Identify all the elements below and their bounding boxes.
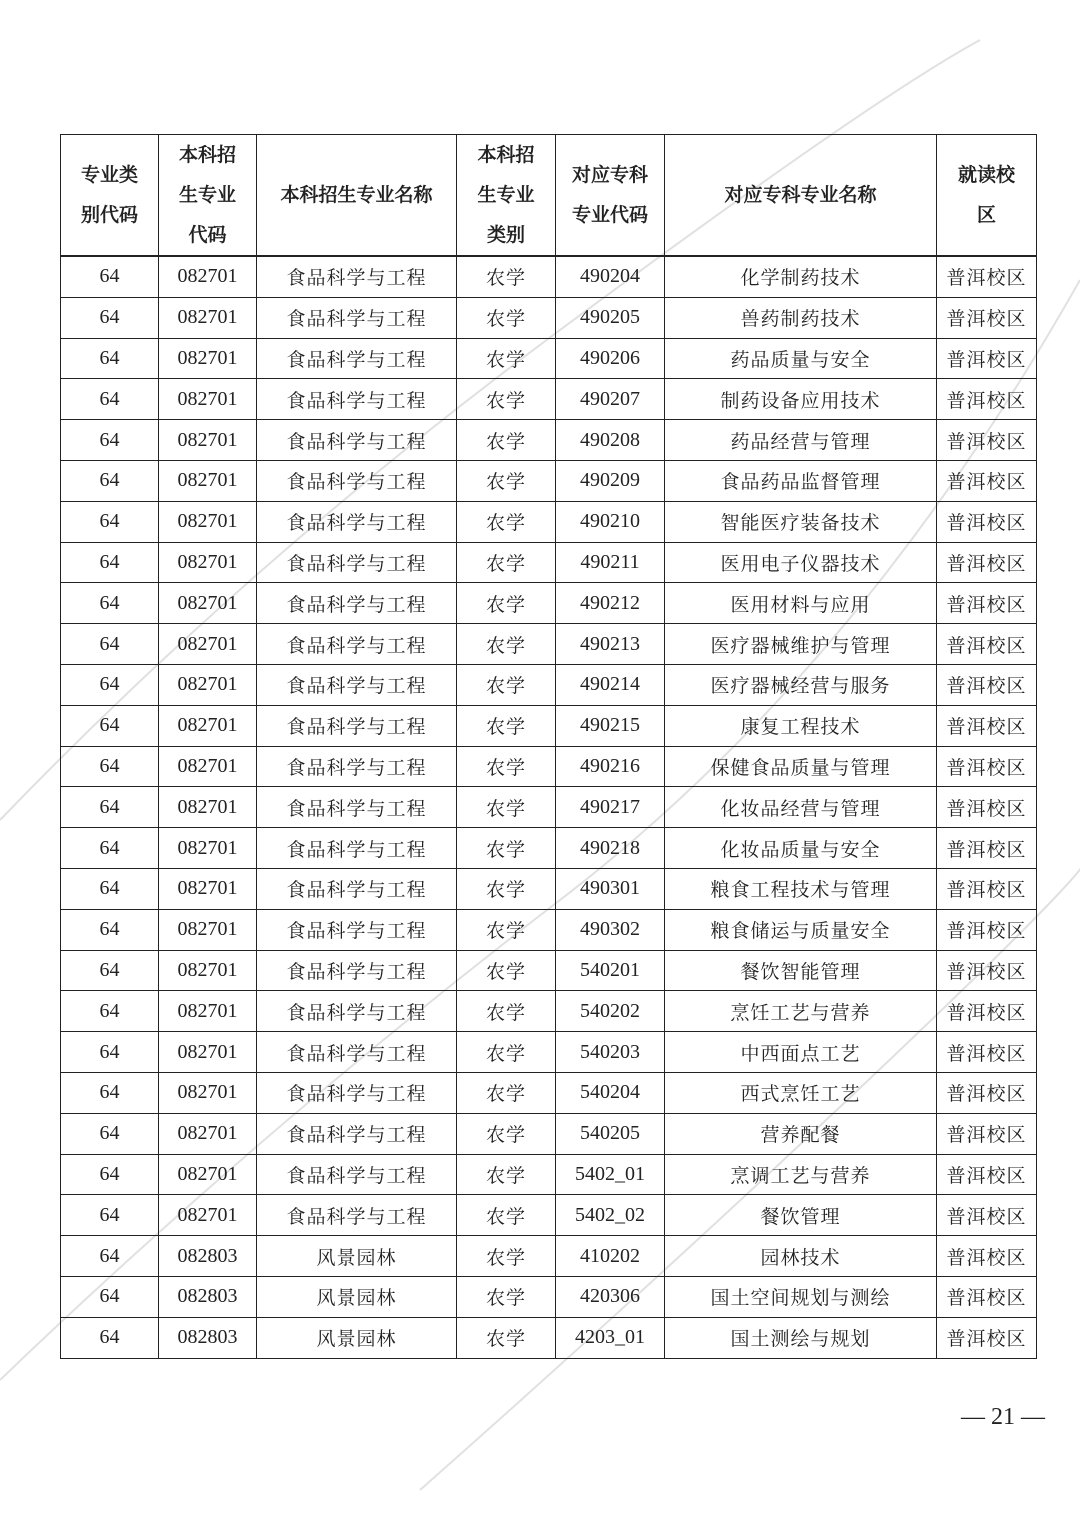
table-cell: 490209 <box>556 460 665 501</box>
table-cell: 082701 <box>159 256 257 297</box>
table-cell: 490218 <box>556 828 665 869</box>
table-cell: 普洱校区 <box>937 1276 1037 1317</box>
table-row <box>61 909 1037 950</box>
table-cell: 64 <box>61 950 159 991</box>
table-cell: 食品科学与工程 <box>257 1072 457 1113</box>
table-cell: 普洱校区 <box>937 338 1037 379</box>
table-cell: 普洱校区 <box>937 828 1037 869</box>
header-category-code: 专业类别代码 <box>61 135 159 257</box>
table-cell: 农学 <box>457 787 556 828</box>
table-cell: 普洱校区 <box>937 1236 1037 1277</box>
table-cell: 普洱校区 <box>937 746 1037 787</box>
table-cell: 082701 <box>159 909 257 950</box>
table-cell: 490204 <box>556 256 665 297</box>
table-cell: 农学 <box>457 828 556 869</box>
header-college-code: 对应专科专业代码 <box>556 135 665 257</box>
table-cell: 082701 <box>159 991 257 1032</box>
table-cell: 64 <box>61 338 159 379</box>
table-cell: 490302 <box>556 909 665 950</box>
table-cell: 490206 <box>556 338 665 379</box>
table-row <box>61 664 1037 705</box>
table-row <box>61 420 1037 461</box>
table-cell: 普洱校区 <box>937 460 1037 501</box>
table-row <box>61 1072 1037 1113</box>
table-cell: 64 <box>61 624 159 665</box>
table-cell: 490214 <box>556 664 665 705</box>
table-cell: 64 <box>61 828 159 869</box>
table-cell: 082701 <box>159 420 257 461</box>
table-cell: 餐饮管理 <box>665 1195 937 1236</box>
table-cell: 风景园林 <box>257 1276 457 1317</box>
table-cell: 普洱校区 <box>937 1317 1037 1358</box>
header-major-code: 本科招生专业代码 <box>159 135 257 257</box>
table-cell: 农学 <box>457 338 556 379</box>
table-cell: 康复工程技术 <box>665 705 937 746</box>
table-row <box>61 868 1037 909</box>
table-cell: 普洱校区 <box>937 542 1037 583</box>
table-cell: 082803 <box>159 1236 257 1277</box>
table-cell: 普洱校区 <box>937 1113 1037 1154</box>
table-cell: 食品科学与工程 <box>257 338 457 379</box>
table-cell: 普洱校区 <box>937 1072 1037 1113</box>
table-cell: 农学 <box>457 664 556 705</box>
table-body <box>61 256 1037 1358</box>
table-row <box>61 338 1037 379</box>
table-cell: 490215 <box>556 705 665 746</box>
table-row <box>61 1317 1037 1358</box>
header-college-name: 对应专科专业名称 <box>665 135 937 257</box>
table-cell: 082701 <box>159 1032 257 1073</box>
table-cell: 农学 <box>457 1317 556 1358</box>
major-table <box>60 134 1037 1359</box>
table-row <box>61 542 1037 583</box>
table-cell: 普洱校区 <box>937 950 1037 991</box>
table-row <box>61 705 1037 746</box>
table-cell: 64 <box>61 909 159 950</box>
table-cell: 普洱校区 <box>937 297 1037 338</box>
table-cell: 风景园林 <box>257 1236 457 1277</box>
table-cell: 64 <box>61 583 159 624</box>
table-cell: 540204 <box>556 1072 665 1113</box>
table-cell: 64 <box>61 1236 159 1277</box>
table-cell: 农学 <box>457 1195 556 1236</box>
table-cell: 农学 <box>457 950 556 991</box>
table-row <box>61 1195 1037 1236</box>
table-cell: 082701 <box>159 624 257 665</box>
table-row <box>61 583 1037 624</box>
table-cell: 64 <box>61 1072 159 1113</box>
table-cell: 普洱校区 <box>937 664 1037 705</box>
table-row <box>61 624 1037 665</box>
table-cell: 64 <box>61 705 159 746</box>
table-row <box>61 828 1037 869</box>
table-cell: 490301 <box>556 868 665 909</box>
table-cell: 普洱校区 <box>937 1195 1037 1236</box>
table-cell: 082701 <box>159 746 257 787</box>
table-cell: 农学 <box>457 624 556 665</box>
table-cell: 国土空间规划与测绘 <box>665 1276 937 1317</box>
table-row <box>61 379 1037 420</box>
table-cell: 农学 <box>457 256 556 297</box>
table-cell: 农学 <box>457 746 556 787</box>
table-cell: 农学 <box>457 297 556 338</box>
table-cell: 食品科学与工程 <box>257 1113 457 1154</box>
table-cell: 540201 <box>556 950 665 991</box>
table-cell: 食品科学与工程 <box>257 297 457 338</box>
table-cell: 082701 <box>159 1072 257 1113</box>
table-cell: 64 <box>61 542 159 583</box>
table-cell: 农学 <box>457 991 556 1032</box>
table-cell: 食品科学与工程 <box>257 624 457 665</box>
table-cell: 农学 <box>457 542 556 583</box>
table-cell: 64 <box>61 991 159 1032</box>
header-campus: 就读校区 <box>937 135 1037 257</box>
table-cell: 普洱校区 <box>937 1154 1037 1195</box>
table-row <box>61 1276 1037 1317</box>
table-cell: 082701 <box>159 950 257 991</box>
table-cell: 64 <box>61 297 159 338</box>
table-cell: 烹调工艺与营养 <box>665 1154 937 1195</box>
table-row <box>61 991 1037 1032</box>
table-cell: 普洱校区 <box>937 909 1037 950</box>
table-cell: 普洱校区 <box>937 379 1037 420</box>
table-cell: 490207 <box>556 379 665 420</box>
table-cell: 64 <box>61 746 159 787</box>
table-cell: 餐饮智能管理 <box>665 950 937 991</box>
table-cell: 64 <box>61 868 159 909</box>
table-cell: 食品科学与工程 <box>257 746 457 787</box>
table-cell: 农学 <box>457 1032 556 1073</box>
table-cell: 490213 <box>556 624 665 665</box>
table-cell: 食品科学与工程 <box>257 705 457 746</box>
table-cell: 64 <box>61 460 159 501</box>
table-cell: 农学 <box>457 501 556 542</box>
table-cell: 540205 <box>556 1113 665 1154</box>
table-cell: 药品经营与管理 <box>665 420 937 461</box>
table-cell: 490208 <box>556 420 665 461</box>
table-cell: 普洱校区 <box>937 256 1037 297</box>
table-cell: 食品科学与工程 <box>257 664 457 705</box>
table-cell: 64 <box>61 1317 159 1358</box>
table-cell: 医用电子仪器技术 <box>665 542 937 583</box>
table-cell: 082701 <box>159 542 257 583</box>
table-cell: 540202 <box>556 991 665 1032</box>
table-cell: 农学 <box>457 379 556 420</box>
table-cell: 食品科学与工程 <box>257 828 457 869</box>
table-cell: 食品科学与工程 <box>257 379 457 420</box>
table-cell: 农学 <box>457 1154 556 1195</box>
table-row <box>61 787 1037 828</box>
table-cell: 食品科学与工程 <box>257 1154 457 1195</box>
table-row <box>61 1113 1037 1154</box>
table-cell: 化妆品经营与管理 <box>665 787 937 828</box>
table-cell: 64 <box>61 501 159 542</box>
table-row <box>61 256 1037 297</box>
table-cell: 食品科学与工程 <box>257 1032 457 1073</box>
table-cell: 64 <box>61 379 159 420</box>
table-cell: 082701 <box>159 1113 257 1154</box>
table-cell: 普洱校区 <box>937 624 1037 665</box>
table-cell: 64 <box>61 1154 159 1195</box>
table-cell: 食品科学与工程 <box>257 787 457 828</box>
table-cell: 64 <box>61 664 159 705</box>
table-cell: 食品科学与工程 <box>257 950 457 991</box>
table-cell: 园林技术 <box>665 1236 937 1277</box>
table-cell: 食品科学与工程 <box>257 991 457 1032</box>
table-cell: 082701 <box>159 828 257 869</box>
table-cell: 食品科学与工程 <box>257 909 457 950</box>
table-row <box>61 950 1037 991</box>
table-cell: 64 <box>61 420 159 461</box>
table-cell: 食品科学与工程 <box>257 256 457 297</box>
table-cell: 粮食储运与质量安全 <box>665 909 937 950</box>
table-cell: 普洱校区 <box>937 991 1037 1032</box>
table-row <box>61 460 1037 501</box>
table-cell: 食品科学与工程 <box>257 420 457 461</box>
table-cell: 化学制药技术 <box>665 256 937 297</box>
table-cell: 农学 <box>457 705 556 746</box>
table-cell: 农学 <box>457 460 556 501</box>
table-cell: 西式烹饪工艺 <box>665 1072 937 1113</box>
table-cell: 490212 <box>556 583 665 624</box>
table-cell: 64 <box>61 1032 159 1073</box>
header-major-name: 本科招生专业名称 <box>257 135 457 257</box>
table-cell: 普洱校区 <box>937 583 1037 624</box>
table-cell: 082701 <box>159 1195 257 1236</box>
table-cell: 5402_02 <box>556 1195 665 1236</box>
table-cell: 082701 <box>159 338 257 379</box>
table-cell: 普洱校区 <box>937 787 1037 828</box>
table-cell: 食品科学与工程 <box>257 868 457 909</box>
table-cell: 国土测绘与规划 <box>665 1317 937 1358</box>
table-cell: 082701 <box>159 583 257 624</box>
table-cell: 化妆品质量与安全 <box>665 828 937 869</box>
table-cell: 082701 <box>159 501 257 542</box>
table-cell: 082701 <box>159 379 257 420</box>
table-cell: 医疗器械经营与服务 <box>665 664 937 705</box>
table-cell: 540203 <box>556 1032 665 1073</box>
table-cell: 食品科学与工程 <box>257 460 457 501</box>
table-cell: 农学 <box>457 868 556 909</box>
table-cell: 082701 <box>159 868 257 909</box>
table-cell: 64 <box>61 1195 159 1236</box>
table-cell: 490210 <box>556 501 665 542</box>
table-cell: 食品科学与工程 <box>257 1195 457 1236</box>
table-cell: 制药设备应用技术 <box>665 379 937 420</box>
table-cell: 粮食工程技术与管理 <box>665 868 937 909</box>
header-major-category: 本科招生专业类别 <box>457 135 556 257</box>
table-cell: 082701 <box>159 297 257 338</box>
table-cell: 490216 <box>556 746 665 787</box>
table-cell: 农学 <box>457 909 556 950</box>
table-cell: 64 <box>61 1113 159 1154</box>
table-row <box>61 297 1037 338</box>
table-cell: 490205 <box>556 297 665 338</box>
table-cell: 农学 <box>457 1072 556 1113</box>
table-cell: 药品质量与安全 <box>665 338 937 379</box>
table-row <box>61 746 1037 787</box>
table-cell: 风景园林 <box>257 1317 457 1358</box>
table-cell: 医疗器械维护与管理 <box>665 624 937 665</box>
table-cell: 普洱校区 <box>937 420 1037 461</box>
table-cell: 5402_01 <box>556 1154 665 1195</box>
page-number: — 21 — <box>961 1404 1045 1430</box>
table-cell: 保健食品质量与管理 <box>665 746 937 787</box>
table-cell: 医用材料与应用 <box>665 583 937 624</box>
table-cell: 普洱校区 <box>937 1032 1037 1073</box>
table-cell: 082803 <box>159 1276 257 1317</box>
table-cell: 410202 <box>556 1236 665 1277</box>
table-cell: 082701 <box>159 787 257 828</box>
table-cell: 082701 <box>159 460 257 501</box>
table-cell: 4203_01 <box>556 1317 665 1358</box>
table-cell: 食品科学与工程 <box>257 583 457 624</box>
table-cell: 农学 <box>457 420 556 461</box>
table-cell: 64 <box>61 1276 159 1317</box>
table-cell: 082701 <box>159 1154 257 1195</box>
table-cell: 普洱校区 <box>937 705 1037 746</box>
table-cell: 420306 <box>556 1276 665 1317</box>
table-cell: 普洱校区 <box>937 868 1037 909</box>
table-cell: 食品药品监督管理 <box>665 460 937 501</box>
table-cell: 082803 <box>159 1317 257 1358</box>
table-cell: 智能医疗装备技术 <box>665 501 937 542</box>
table-cell: 64 <box>61 256 159 297</box>
table-cell: 普洱校区 <box>937 501 1037 542</box>
table-cell: 中西面点工艺 <box>665 1032 937 1073</box>
table-cell: 食品科学与工程 <box>257 542 457 583</box>
table-row <box>61 1236 1037 1277</box>
table-cell: 农学 <box>457 1236 556 1277</box>
table-row <box>61 1154 1037 1195</box>
table-cell: 64 <box>61 787 159 828</box>
table-row <box>61 501 1037 542</box>
table-cell: 农学 <box>457 583 556 624</box>
table-cell: 农学 <box>457 1276 556 1317</box>
table-cell: 兽药制药技术 <box>665 297 937 338</box>
table-cell: 食品科学与工程 <box>257 501 457 542</box>
table-cell: 082701 <box>159 705 257 746</box>
table-cell: 营养配餐 <box>665 1113 937 1154</box>
table-row <box>61 1032 1037 1073</box>
table-cell: 490217 <box>556 787 665 828</box>
table-cell: 490211 <box>556 542 665 583</box>
table-cell: 烹饪工艺与营养 <box>665 991 937 1032</box>
table-cell: 农学 <box>457 1113 556 1154</box>
table-cell: 082701 <box>159 664 257 705</box>
table-header-row <box>61 135 1037 257</box>
